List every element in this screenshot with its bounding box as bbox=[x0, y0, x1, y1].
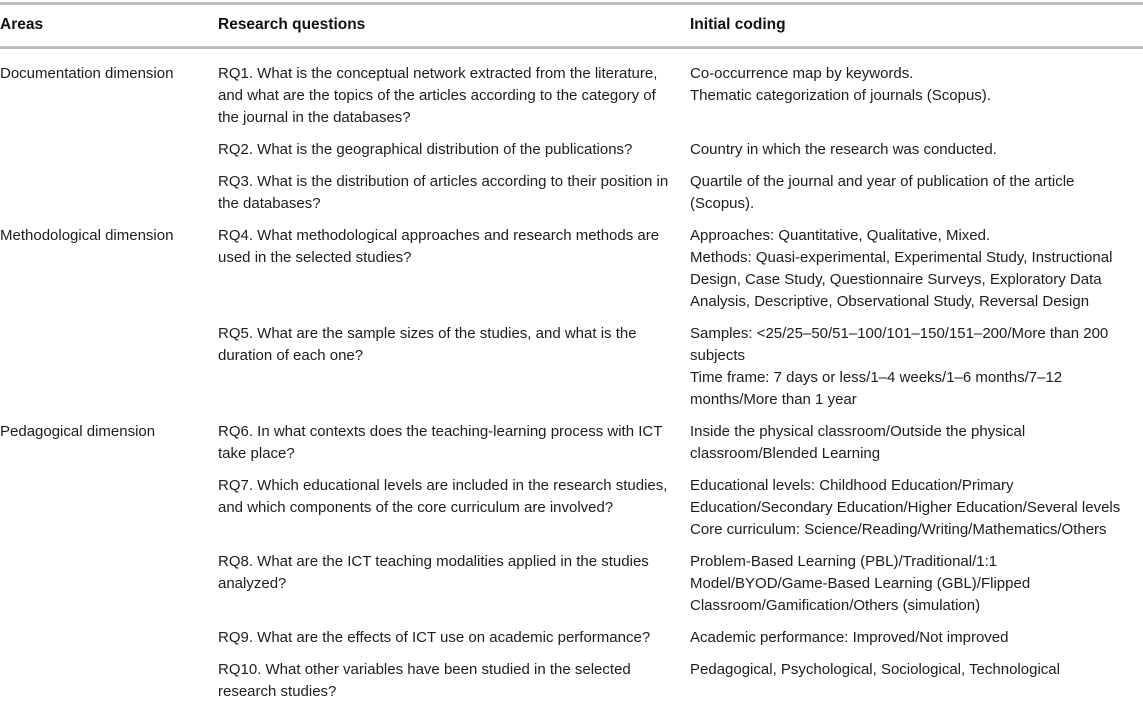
table-header-row bbox=[0, 5, 1143, 46]
cell-research-question: RQ9. What are the effects of ICT use on academic performance? bbox=[218, 629, 651, 646]
coding-line: Methods: Quasi-experimental, Experimental Study, Instructional Design, Case Study, Questionnaire Surveys, Exploratory Data Analysis, Descriptive, Observational Study, Reversal Design bbox=[690, 249, 1113, 310]
coding-line: Problem-Based Learning (PBL)/Traditional/1:1 Model/BYOD/Game-Based Learning (GBL)/Flipped Classroom/Gamification/Others (simulation) bbox=[690, 553, 1031, 614]
table-row bbox=[0, 161, 1143, 215]
column-header-initial-coding: Initial coding bbox=[690, 16, 786, 33]
cell-initial-coding bbox=[690, 161, 1143, 215]
table-header bbox=[0, 5, 1143, 46]
cell-initial-coding bbox=[690, 465, 1143, 541]
cell-area bbox=[0, 649, 218, 703]
coding-line: Academic performance: Improved/Not improved bbox=[690, 629, 1009, 646]
cell-research-question: RQ6. In what contexts does the teaching-learning process with ICT take place? bbox=[218, 423, 663, 462]
cell-initial-coding bbox=[690, 313, 1143, 411]
cell-research-question: RQ4. What methodological approaches and research methods are used in the selected studies? bbox=[218, 227, 660, 266]
cell-area bbox=[0, 313, 218, 411]
cell-area bbox=[0, 617, 218, 649]
coding-line: Thematic categorization of journals (Scopus). bbox=[690, 87, 991, 104]
cell-area bbox=[0, 129, 218, 161]
cell-initial-coding bbox=[690, 49, 1143, 129]
coding-line: Co-occurrence map by keywords. bbox=[690, 65, 914, 82]
cell-research-question: RQ1. What is the conceptual network extracted from the literature, and what are the topics of the articles according to the category of the journal in the databases? bbox=[218, 65, 658, 126]
table-row bbox=[0, 215, 1143, 313]
table-row bbox=[0, 313, 1143, 411]
cell-research-question: RQ2. What is the geographical distribution of the publications? bbox=[218, 141, 633, 158]
cell-research-question: RQ10. What other variables have been studied in the selected research studies? bbox=[218, 661, 631, 700]
table-row bbox=[0, 49, 1143, 129]
column-header-research-questions: Research questions bbox=[218, 16, 366, 33]
cell-area bbox=[0, 161, 218, 215]
table-row bbox=[0, 465, 1143, 541]
coding-line: Quartile of the journal and year of publication of the article (Scopus). bbox=[690, 173, 1075, 212]
area-label: Pedagogical dimension bbox=[0, 423, 156, 440]
cell-area bbox=[0, 541, 218, 617]
coding-line: Approaches: Quantitative, Qualitative, Mixed. bbox=[690, 227, 991, 244]
coding-line: Country in which the research was conducted. bbox=[690, 141, 997, 158]
coding-line: Pedagogical, Psychological, Sociological, Technological bbox=[690, 661, 1060, 678]
cell-initial-coding bbox=[690, 617, 1143, 649]
cell-area bbox=[0, 49, 218, 129]
research-questions-table-body bbox=[0, 49, 1143, 703]
cell-initial-coding bbox=[690, 411, 1143, 465]
cell-research-question: RQ5. What are the sample sizes of the studies, and what is the duration of each one? bbox=[218, 325, 637, 364]
cell-area bbox=[0, 411, 218, 465]
coding-line: Samples: <25/25–50/51–100/101–150/151–200/More than 200 subjects bbox=[690, 325, 1109, 364]
cell-research-question: RQ3. What is the distribution of articles according to their position in the databases? bbox=[218, 173, 669, 212]
coding-line: Inside the physical classroom/Outside the physical classroom/Blended Learning bbox=[690, 423, 1026, 462]
cell-initial-coding bbox=[690, 541, 1143, 617]
table-row bbox=[0, 541, 1143, 617]
research-questions-table-container bbox=[0, 2, 1143, 700]
coding-line: Core curriculum: Science/Reading/Writing/Mathematics/Others bbox=[690, 521, 1107, 538]
table-row bbox=[0, 411, 1143, 465]
cell-initial-coding bbox=[690, 215, 1143, 313]
area-label: Methodological dimension bbox=[0, 227, 174, 244]
cell-area bbox=[0, 215, 218, 313]
cell-initial-coding bbox=[690, 129, 1143, 161]
coding-line: Time frame: 7 days or less/1–4 weeks/1–6 months/7–12 months/More than 1 year bbox=[690, 369, 1063, 408]
table-row bbox=[0, 129, 1143, 161]
table-row bbox=[0, 617, 1143, 649]
table-body bbox=[0, 49, 1143, 703]
cell-research-question: RQ7. Which educational levels are included in the research studies, and which components of the core curriculum are involved? bbox=[218, 477, 668, 516]
research-questions-table bbox=[0, 5, 1143, 46]
cell-area bbox=[0, 465, 218, 541]
cell-research-question: RQ8. What are the ICT teaching modalities applied in the studies analyzed? bbox=[218, 553, 649, 592]
cell-initial-coding bbox=[690, 649, 1143, 703]
column-header-areas: Areas bbox=[0, 16, 44, 33]
table-row bbox=[0, 649, 1143, 703]
coding-line: Educational levels: Childhood Education/Primary Education/Secondary Education/Higher Education/Several levels bbox=[690, 477, 1121, 516]
area-label: Documentation dimension bbox=[0, 65, 174, 82]
